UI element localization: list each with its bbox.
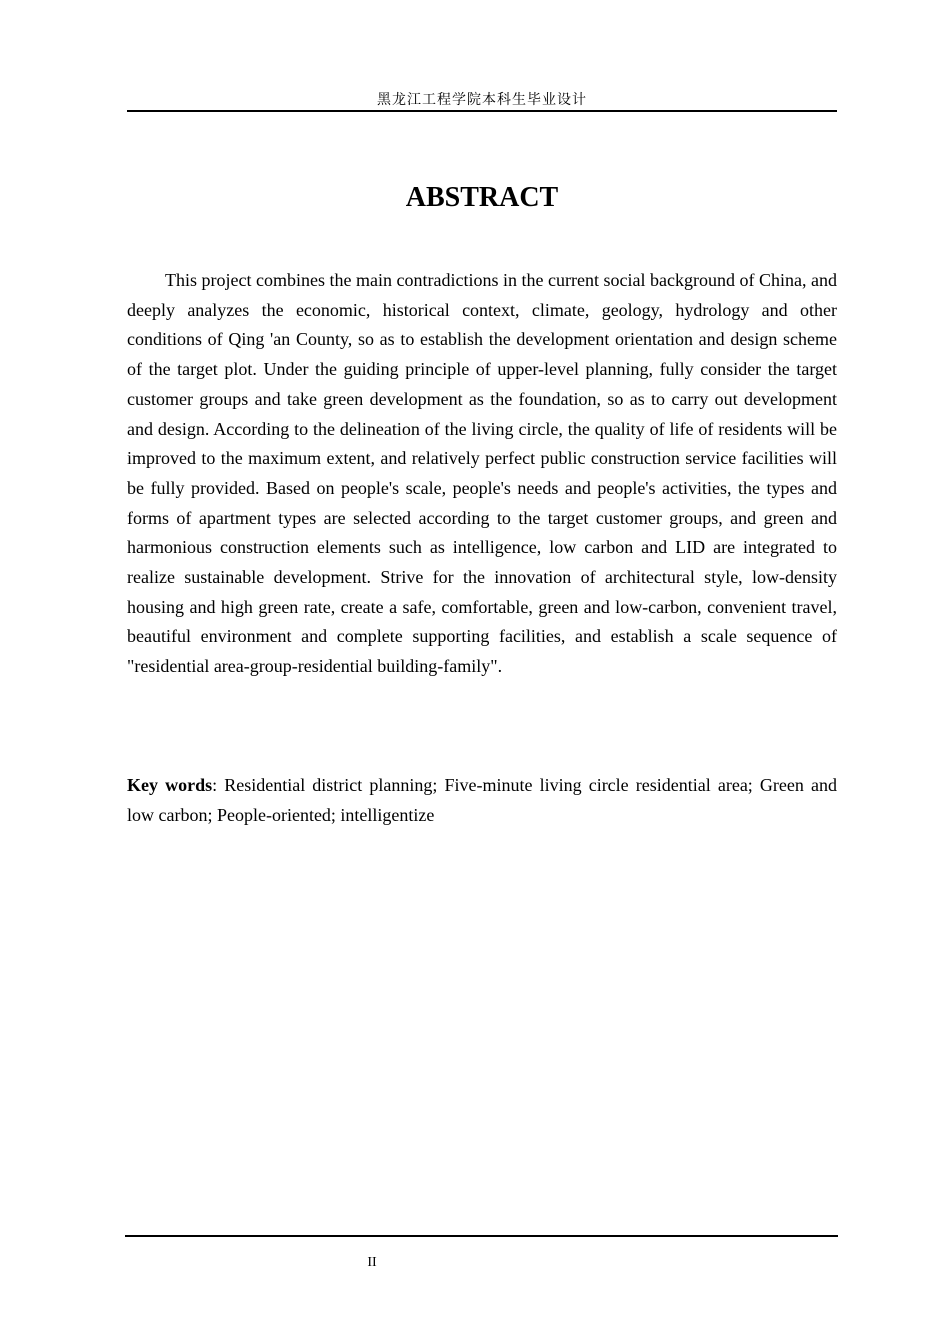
page-number: II xyxy=(367,1255,377,1270)
footer-rule xyxy=(125,1235,838,1237)
abstract-title: ABSTRACT xyxy=(405,182,559,213)
keywords-separator: : xyxy=(212,775,225,795)
keywords-label: Key words xyxy=(127,775,213,795)
header-rule xyxy=(127,110,837,112)
page-header: 黑龙江工程学院本科生毕业设计 xyxy=(377,92,587,108)
keywords-text: Residential district planning; Five-minute living circle residential area; Green and low carbon; People-oriented; intelligentize xyxy=(127,775,837,825)
abstract-paragraph: This project combines the main contradictions in the current social background of China, and deeply analyzes the economic, historical context, climate, geology, hydrology and other conditions of Qing 'an County, so as to establish the development orientation and design scheme of the target plot. Under the guiding principle of upper-level planning, fully consider the target customer groups and take green development as the foundation, so as to carry out development and design. According to the delineation of the living circle, the quality of life of residents will be improved to the maximum extent, and relatively perfect public construction service facilities will be fully provided. Based on people's scale, people's needs and people's activities, the types and forms of apartment types are selected according to the target customer groups, and green and harmonious construction elements such as intelligence, low carbon and LID are integrated to realize sustainable development. Strive for the innovation of architectural style, low-density housing and high green rate, create a safe, comfortable, green and low-carbon, convenient travel, beautiful environment and complete supporting facilities, and establish a scale sequence of "residential area-group-residential building-family". xyxy=(127,270,837,677)
keywords-line xyxy=(127,771,837,830)
